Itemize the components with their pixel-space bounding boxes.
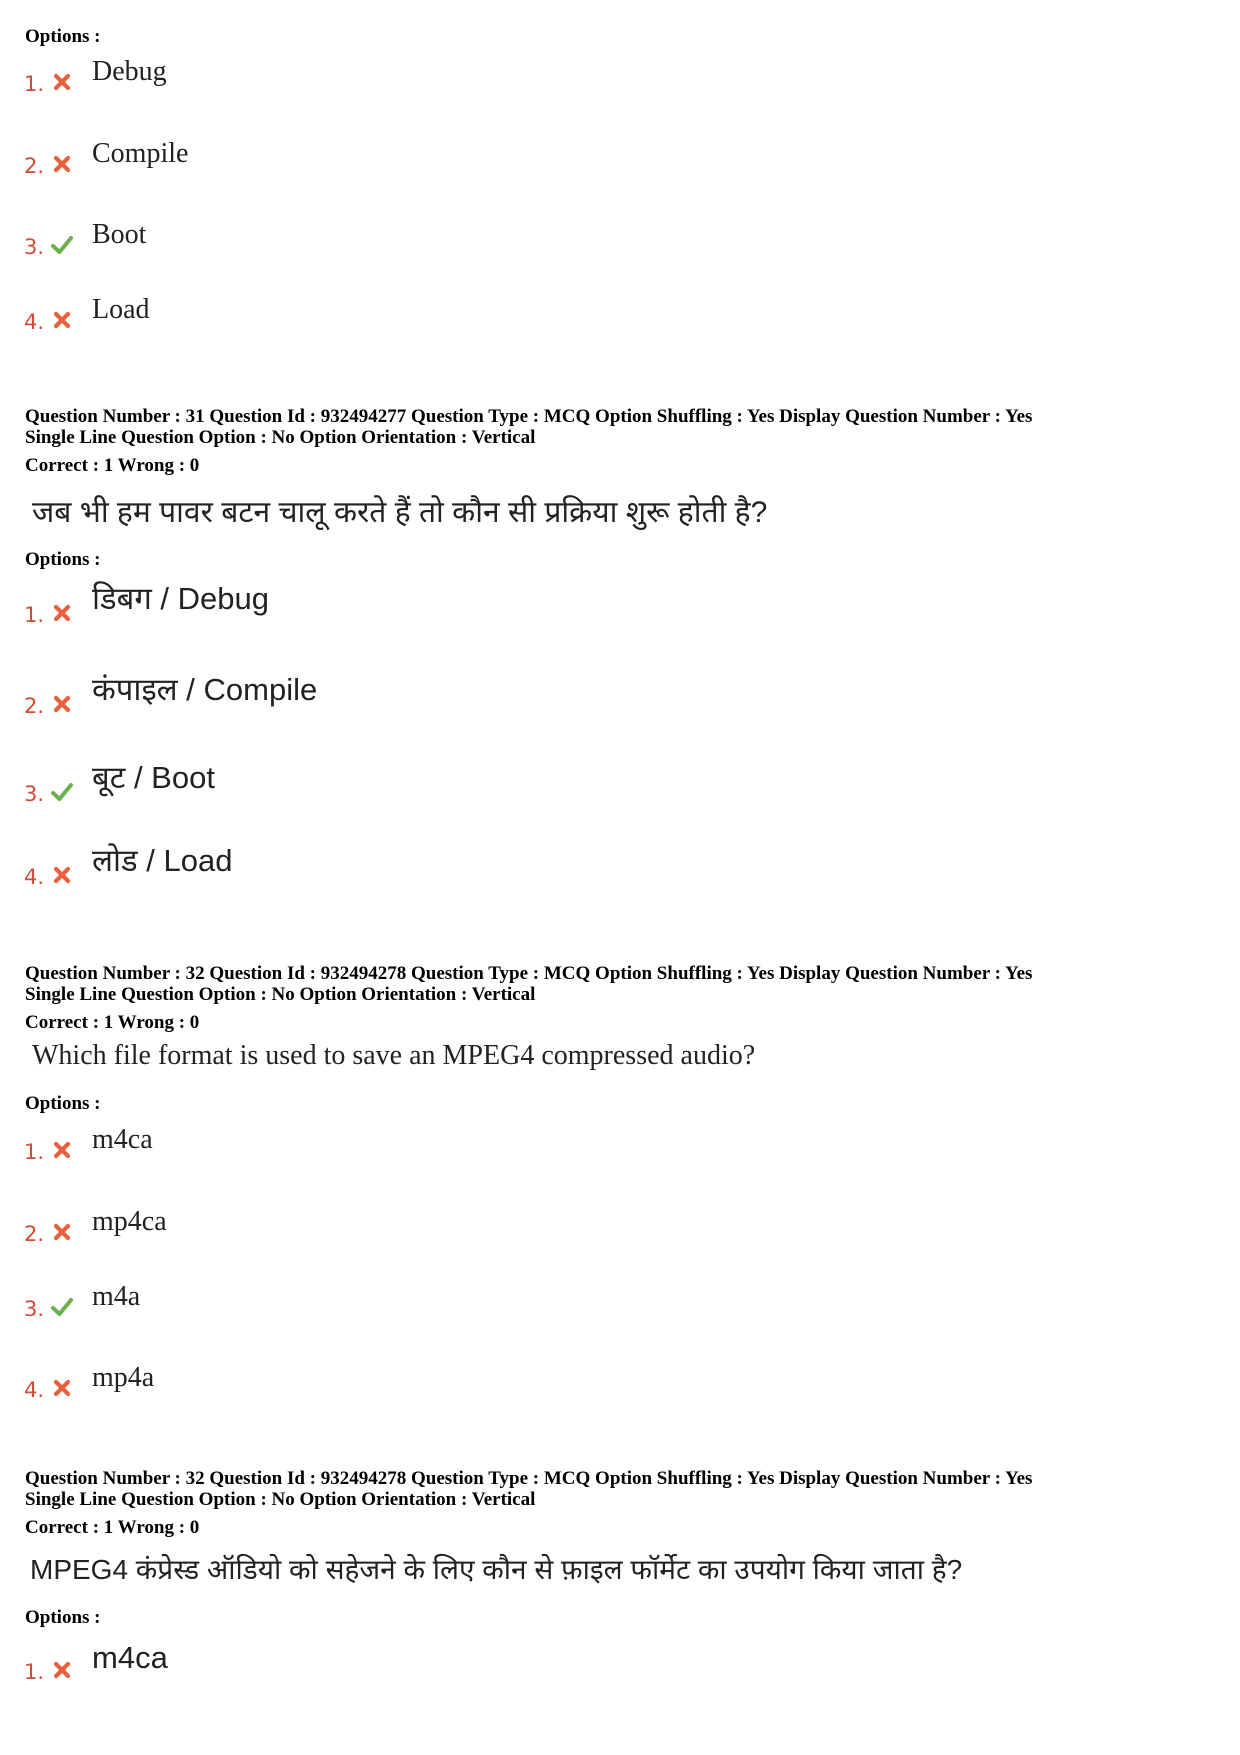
options-label: Options : — [25, 1093, 101, 1114]
wrong-icon — [50, 308, 74, 332]
check-icon — [50, 1295, 74, 1319]
options-label: Options : — [25, 26, 101, 47]
option-item[interactable] — [22, 581, 922, 627]
question-text: Which file format is used to save an MPEG4 compressed audio? — [32, 1040, 756, 1071]
option-text: m4a — [92, 1281, 141, 1312]
option-item[interactable] — [22, 1120, 922, 1164]
option-item[interactable] — [22, 215, 922, 259]
check-icon — [50, 233, 74, 257]
wrong-icon — [50, 692, 74, 716]
option-text: mp4ca — [92, 1206, 167, 1237]
question-meta: Question Number : 32 Question Id : 932494278 Question Type : MCQ Option Shuffling : Yes Display Question Number : Yes — [25, 963, 1033, 984]
option-item[interactable] — [22, 843, 922, 889]
question-meta-2: Single Line Question Option : No Option Orientation : Vertical — [25, 1489, 536, 1510]
score-info: Correct : 1 Wrong : 0 — [25, 455, 200, 476]
option-text: Boot — [92, 219, 147, 250]
option-item[interactable] — [22, 1358, 922, 1402]
option-item[interactable] — [22, 1277, 922, 1321]
option-item[interactable] — [22, 1640, 922, 1684]
wrong-icon — [50, 70, 74, 94]
question-meta-2: Single Line Question Option : No Option Orientation : Vertical — [25, 427, 536, 448]
option-text: कंपाइल / Compile — [92, 672, 318, 707]
option-number: 3. — [24, 782, 45, 806]
option-number: 1. — [24, 72, 45, 96]
options-label: Options : — [25, 1607, 101, 1628]
option-number: 3. — [24, 235, 45, 259]
option-item[interactable] — [22, 760, 922, 806]
option-item[interactable] — [22, 134, 922, 178]
wrong-icon — [50, 601, 74, 625]
wrong-icon — [50, 1376, 74, 1400]
option-number: 2. — [24, 694, 45, 718]
question-text: MPEG4 कंप्रेस्ड ऑडियो को सहेजने के लिए कौन से फ़ाइल फॉर्मेट का उपयोग किया जाता है? — [30, 1554, 963, 1585]
option-number: 1. — [24, 603, 45, 627]
option-item[interactable] — [22, 1202, 922, 1246]
wrong-icon — [50, 863, 74, 887]
option-text: लोड / Load — [92, 843, 233, 878]
question-meta-2: Single Line Question Option : No Option Orientation : Vertical — [25, 984, 536, 1005]
option-number: 3. — [24, 1297, 45, 1321]
option-number: 4. — [24, 865, 45, 889]
options-label: Options : — [25, 549, 101, 570]
option-number: 1. — [24, 1140, 45, 1164]
question-meta: Question Number : 32 Question Id : 932494278 Question Type : MCQ Option Shuffling : Yes Display Question Number : Yes — [25, 1468, 1033, 1489]
score-info: Correct : 1 Wrong : 0 — [25, 1012, 200, 1033]
option-text: Compile — [92, 138, 189, 169]
option-number: 2. — [24, 154, 45, 178]
wrong-icon — [50, 152, 74, 176]
option-text: m4ca — [92, 1124, 153, 1155]
option-item[interactable] — [22, 52, 922, 96]
option-item[interactable] — [22, 290, 922, 334]
wrong-icon — [50, 1138, 74, 1162]
check-icon — [50, 780, 74, 804]
question-meta: Question Number : 31 Question Id : 932494277 Question Type : MCQ Option Shuffling : Yes Display Question Number : Yes — [25, 406, 1033, 427]
option-text: Load — [92, 294, 150, 325]
option-text: Debug — [92, 56, 167, 87]
option-number: 2. — [24, 1222, 45, 1246]
option-text: mp4a — [92, 1362, 155, 1393]
question-text: जब भी हम पावर बटन चालू करते हैं तो कौन सी प्रक्रिया शुरू होती है? — [32, 496, 768, 529]
option-number: 4. — [24, 310, 45, 334]
score-info: Correct : 1 Wrong : 0 — [25, 1517, 200, 1538]
option-item[interactable] — [22, 672, 922, 718]
option-text: डिबग / Debug — [92, 581, 269, 616]
wrong-icon — [50, 1658, 74, 1682]
option-text: m4ca — [92, 1640, 168, 1675]
option-text: बूट / Boot — [92, 760, 215, 795]
option-number: 1. — [24, 1660, 45, 1684]
wrong-icon — [50, 1220, 74, 1244]
option-number: 4. — [24, 1378, 45, 1402]
